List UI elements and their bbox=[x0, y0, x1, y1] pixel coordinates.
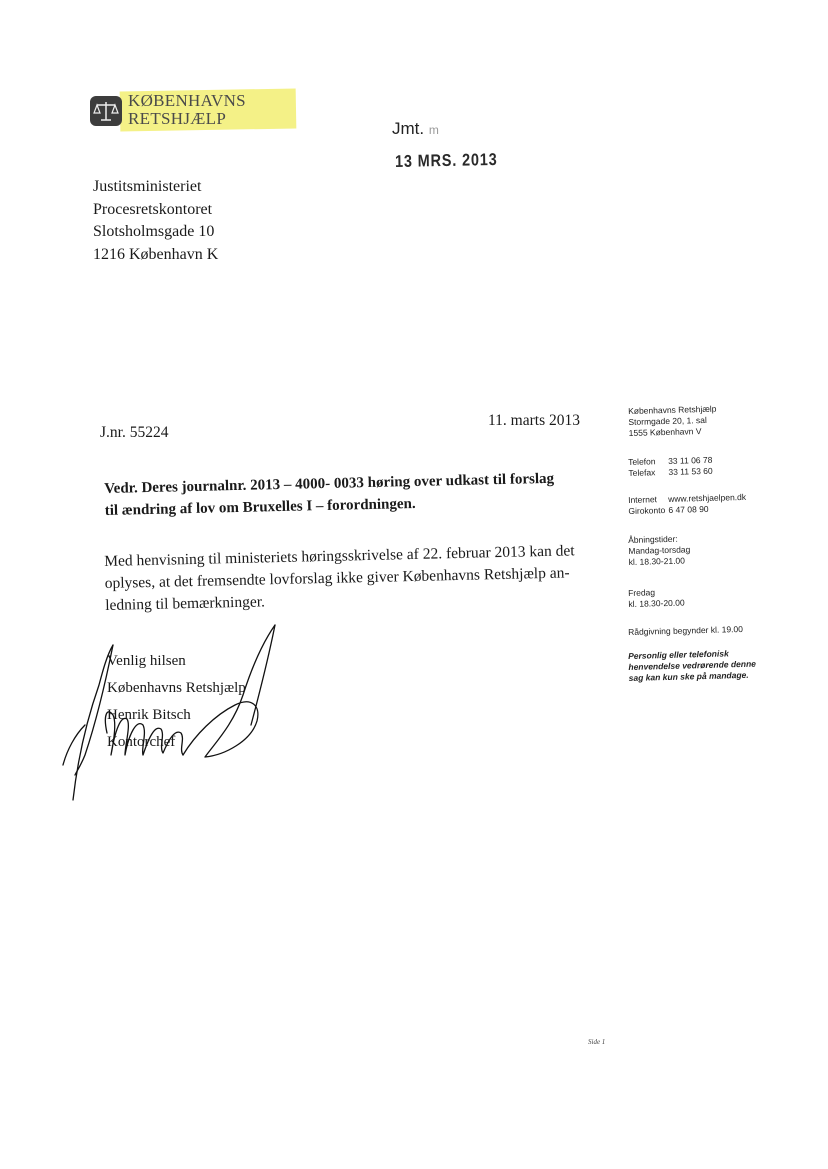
received-stamp-label: Jmt. m bbox=[392, 119, 439, 138]
sidebar-giro: Girokonto 6 47 08 90 bbox=[628, 503, 709, 516]
subject-line-1: Vedr. Deres journalnr. 2013 – 4000- 0033 høring over udkast til forslag bbox=[104, 470, 555, 497]
logo-text-line2: RETSHJÆLP bbox=[128, 109, 227, 128]
received-stamp-extra: m bbox=[428, 123, 439, 137]
sidebar-fax: Telefax 33 11 53 60 bbox=[628, 465, 713, 478]
sidebar-note-line: henvendelse vedrørende denne bbox=[628, 658, 757, 672]
scales-icon bbox=[90, 96, 122, 126]
sidebar-hours-title: Åbningstider: bbox=[628, 533, 678, 545]
sidebar-note bbox=[628, 648, 756, 684]
recipient-line: Justitsministeriet bbox=[93, 178, 202, 195]
closing-greeting: Venlig hilsen bbox=[107, 653, 186, 669]
sidebar-hours-weekday-label: Mandag-torsdag bbox=[628, 544, 691, 556]
recipient-line: 1216 København K bbox=[93, 245, 219, 263]
sidebar-city: 1555 København V bbox=[628, 426, 702, 438]
logo-text-line1: KØBENHAVNS bbox=[128, 91, 246, 110]
received-stamp-date: 13 MRS. 2013 bbox=[394, 149, 498, 171]
sidebar-address bbox=[628, 404, 717, 439]
sidebar-street: Stormgade 20, 1. sal bbox=[628, 414, 707, 427]
sidebar-phone-block bbox=[628, 455, 713, 479]
letter-date: 11. marts 2013 bbox=[488, 412, 580, 429]
signer-name: Henrik Bitsch bbox=[107, 707, 191, 723]
sidebar-internet: Internet www.retshjaelpen.dk bbox=[628, 491, 747, 505]
subject-line bbox=[104, 467, 597, 522]
recipient-line: Slotsholmsgade 10 bbox=[93, 223, 215, 240]
journal-number: J.nr. 55224 bbox=[100, 424, 169, 441]
body-line-2: oplyses, at det fremsendte lovforslag ikke giver Københavns Retshjælp an- bbox=[104, 564, 570, 592]
sidebar-web-block bbox=[628, 492, 747, 517]
sidebar-org: Københavns Retshjælp bbox=[628, 403, 717, 416]
subject-line-2: til ændring af lov om Bruxelles I – forordningen. bbox=[104, 495, 416, 519]
recipient-line: Procesretskontoret bbox=[93, 200, 213, 218]
sidebar-hours-friday bbox=[628, 587, 685, 610]
signer-title: Kontorchef bbox=[107, 734, 176, 750]
closing-organization: Københavns Retshjælp bbox=[107, 680, 246, 696]
sidebar-hours bbox=[628, 533, 691, 568]
sidebar-hours-weekday: kl. 18.30-21.00 bbox=[628, 555, 686, 567]
sidebar-phone: Telefon 33 11 06 78 bbox=[628, 454, 713, 467]
organization-logo bbox=[90, 90, 300, 132]
sidebar-advice: Rådgivning begynder kl. 19.00 bbox=[628, 623, 744, 637]
body-line-3: ledning til bemærkninger. bbox=[105, 593, 266, 614]
sidebar-note-line: Personlig eller telefonisk bbox=[628, 648, 729, 661]
body-line-1: Med henvisning til ministeriets høringsskrivelse af 22. februar 2013 kan det bbox=[104, 542, 575, 570]
recipient-address bbox=[93, 176, 218, 266]
sidebar-hours-friday-time: kl. 18.30-20.00 bbox=[628, 597, 685, 609]
sidebar-hours-friday-label: Fredag bbox=[628, 587, 656, 598]
handwritten-signature bbox=[55, 615, 285, 805]
sidebar-note-line: sag kan kun ske på mandage. bbox=[628, 669, 749, 683]
body-paragraph bbox=[104, 540, 605, 617]
page-number: Side 1 bbox=[588, 1038, 606, 1046]
